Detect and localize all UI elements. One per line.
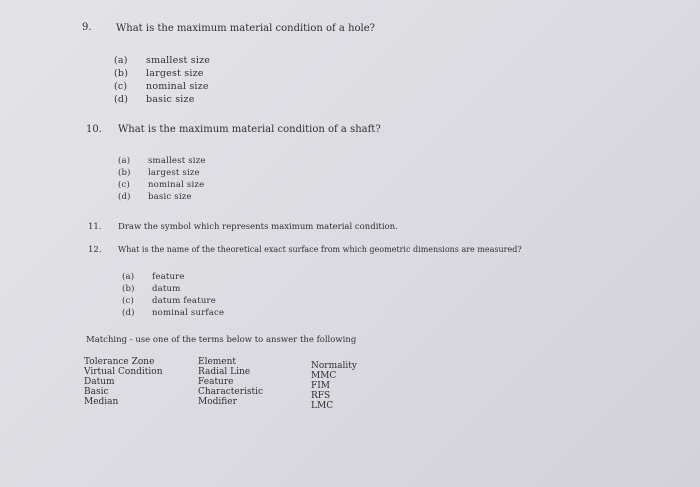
matching-term: MMC (311, 371, 337, 381)
q12-option-b-text: datum (152, 284, 181, 294)
question-12-text: What is the name of the theoretical exact surface from which geometric dimensions are measured? (118, 245, 522, 254)
matching-term: Normality (311, 361, 357, 371)
matching-column-2 (198, 357, 263, 407)
matching-term: LMC (311, 401, 334, 411)
q9-option-a-letter: (a) (114, 55, 128, 66)
question-10-text: What is the maximum material condition of a shaft? (118, 124, 381, 135)
q9-option-b-text: largest size (146, 68, 204, 79)
q10-option-c-text: nominal size (148, 180, 205, 190)
q10-option-a-text: smallest size (148, 156, 206, 166)
matching-heading: Matching - use one of the terms below to answer the following (86, 335, 357, 345)
matching-term: Tolerance Zone (84, 357, 155, 367)
q12-option-c-text: datum feature (152, 296, 216, 306)
matching-column-3 (311, 361, 357, 411)
matching-term: FIM (311, 381, 331, 391)
q10-option-b-letter: (b) (118, 168, 131, 178)
q12-option-a-text: feature (152, 272, 185, 282)
q9-option-c-text: nominal size (146, 81, 209, 92)
matching-term: Element (198, 357, 237, 367)
matching-term: Basic (84, 387, 109, 397)
matching-term: Characteristic (198, 387, 264, 397)
q12-option-d-letter: (d) (122, 308, 135, 318)
matching-term: Datum (84, 377, 115, 387)
matching-term: Radial Line (198, 367, 251, 377)
matching-term: RFS (311, 391, 331, 401)
q10-option-b-text: largest size (148, 168, 200, 178)
question-11-number: 11. (88, 222, 102, 232)
matching-term: Virtual Condition (84, 367, 163, 377)
q12-option-b-letter: (b) (122, 284, 135, 294)
q12-option-d-text: nominal surface (152, 308, 225, 318)
q10-option-a-letter: (a) (118, 156, 131, 166)
q9-option-d-text: basic size (146, 94, 195, 105)
question-10-number: 10. (86, 124, 102, 135)
q10-option-d-letter: (d) (118, 192, 131, 202)
matching-column-1 (84, 357, 163, 407)
q9-option-b-letter: (b) (114, 68, 129, 79)
matching-term: Feature (198, 377, 234, 387)
q9-option-a-text: smallest size (146, 55, 211, 66)
question-9-number: 9. (82, 22, 92, 33)
q9-option-d-letter: (d) (114, 94, 129, 105)
question-12-number: 12. (88, 245, 102, 255)
question-9-text: What is the maximum material condition of a hole? (116, 23, 376, 34)
matching-term: Median (84, 397, 119, 407)
q12-option-a-letter: (a) (122, 272, 135, 282)
q9-option-c-letter: (c) (114, 81, 128, 92)
q10-option-d-text: basic size (148, 192, 192, 202)
matching-term: Modifier (198, 397, 237, 407)
q10-option-c-letter: (c) (118, 180, 130, 190)
question-11-text: Draw the symbol which represents maximum material condition. (118, 222, 398, 232)
q12-option-c-letter: (c) (122, 296, 134, 306)
